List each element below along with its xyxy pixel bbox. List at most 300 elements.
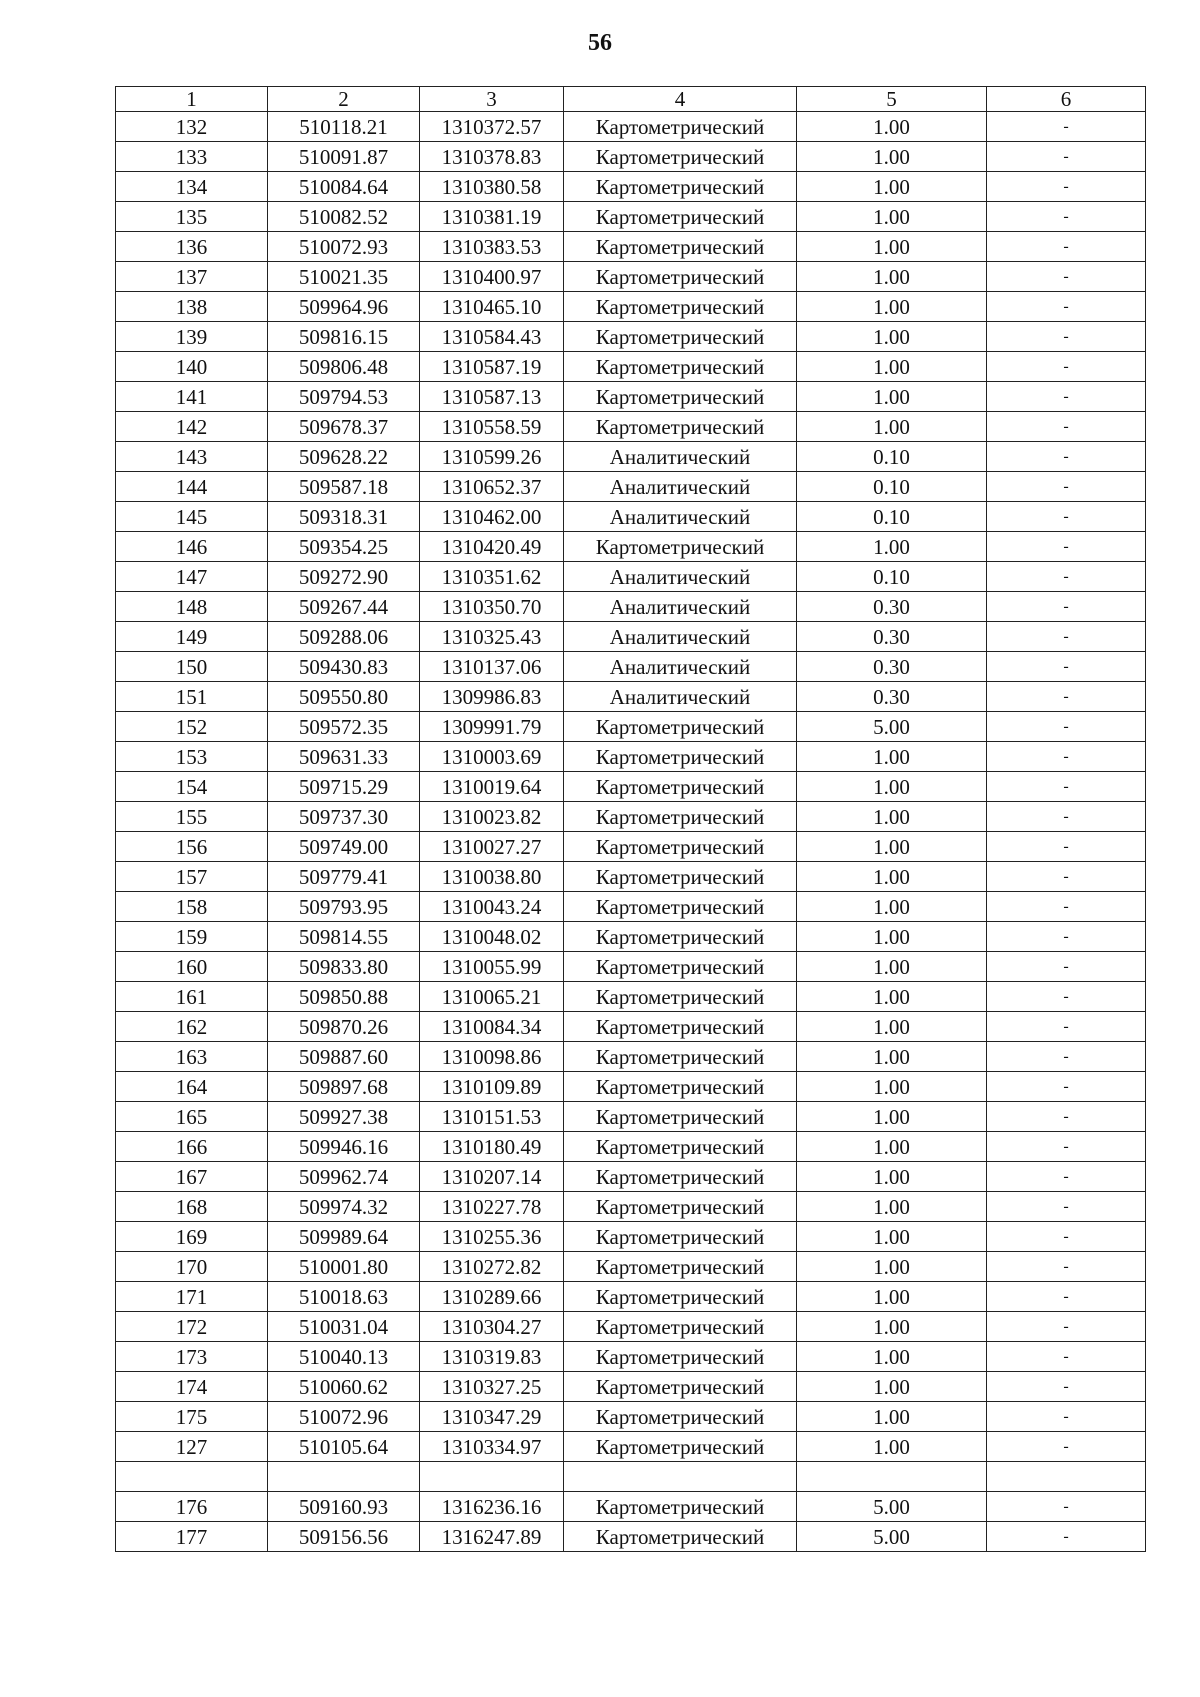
note-cell: - [987,1222,1146,1252]
note-cell: - [987,772,1146,802]
method-cell: Картометрический [564,532,797,562]
table-row [116,562,1146,592]
x-coordinate-cell: 510105.64 [268,1432,420,1462]
table-row [116,322,1146,352]
table-row [116,772,1146,802]
table-row [116,472,1146,502]
accuracy-cell: 0.30 [797,682,987,712]
accuracy-cell: 1.00 [797,952,987,982]
table-row [116,1492,1146,1522]
method-cell: Аналитический [564,562,797,592]
y-coordinate-cell: 1310465.10 [420,292,564,322]
method-cell: Картометрический [564,172,797,202]
point-number-cell: 157 [116,862,268,892]
accuracy-cell: 1.00 [797,1102,987,1132]
table-row [116,502,1146,532]
point-number-cell: 136 [116,232,268,262]
accuracy-cell: 1.00 [797,1192,987,1222]
note-cell: - [987,862,1146,892]
accuracy-cell: 1.00 [797,112,987,142]
y-coordinate-cell: 1310325.43 [420,622,564,652]
column-header-1: 1 [116,87,268,112]
table-row [116,1432,1146,1462]
table-row [116,832,1146,862]
y-coordinate-cell: 1310289.66 [420,1282,564,1312]
method-cell: Картометрический [564,1222,797,1252]
note-cell: - [987,472,1146,502]
note-cell: - [987,382,1146,412]
point-number-cell: 135 [116,202,268,232]
table-row [116,1282,1146,1312]
x-coordinate-cell: 509318.31 [268,502,420,532]
table-row [116,862,1146,892]
method-cell: Картометрический [564,292,797,322]
x-coordinate-cell: 510091.87 [268,142,420,172]
point-number-cell: 167 [116,1162,268,1192]
point-number-cell: 173 [116,1342,268,1372]
point-number-cell: 166 [116,1132,268,1162]
column-header-6: 6 [987,87,1146,112]
x-coordinate-cell: 510072.93 [268,232,420,262]
table-row [116,1132,1146,1162]
y-coordinate-cell: 1310255.36 [420,1222,564,1252]
y-coordinate-cell: 1310587.13 [420,382,564,412]
accuracy-cell: 1.00 [797,1012,987,1042]
x-coordinate-cell: 509160.93 [268,1492,420,1522]
method-cell: Картометрический [564,1072,797,1102]
y-coordinate-cell: 1310023.82 [420,802,564,832]
table-row [116,532,1146,562]
x-coordinate-cell: 509749.00 [268,832,420,862]
accuracy-cell: 1.00 [797,232,987,262]
table-row [116,172,1146,202]
x-coordinate-cell: 509628.22 [268,442,420,472]
y-coordinate-cell: 1310272.82 [420,1252,564,1282]
y-coordinate-cell: 1310558.59 [420,412,564,442]
table-row [116,382,1146,412]
y-coordinate-cell: 1309991.79 [420,712,564,742]
note-cell: - [987,292,1146,322]
method-cell: Картометрический [564,1102,797,1132]
y-coordinate-cell: 1310065.21 [420,982,564,1012]
table-row [116,352,1146,382]
accuracy-cell: 1.00 [797,1222,987,1252]
note-cell: - [987,1432,1146,1462]
point-number-cell: 168 [116,1192,268,1222]
note-cell: - [987,1372,1146,1402]
accuracy-cell: 1.00 [797,832,987,862]
point-number-cell: 161 [116,982,268,1012]
note-cell [987,1462,1146,1492]
accuracy-cell [797,1462,987,1492]
y-coordinate-cell: 1310109.89 [420,1072,564,1102]
point-number-cell: 144 [116,472,268,502]
x-coordinate-cell: 509572.35 [268,712,420,742]
y-coordinate-cell: 1310584.43 [420,322,564,352]
table-row [116,1042,1146,1072]
method-cell: Аналитический [564,622,797,652]
y-coordinate-cell: 1310599.26 [420,442,564,472]
note-cell: - [987,622,1146,652]
note-cell: - [987,922,1146,952]
table-row [116,1312,1146,1342]
y-coordinate-cell: 1310351.62 [420,562,564,592]
x-coordinate-cell: 509631.33 [268,742,420,772]
note-cell: - [987,1042,1146,1072]
table-row [116,142,1146,172]
column-header-2: 2 [268,87,420,112]
point-number-cell: 134 [116,172,268,202]
note-cell: - [987,1192,1146,1222]
x-coordinate-cell: 509946.16 [268,1132,420,1162]
method-cell: Картометрический [564,382,797,412]
y-coordinate-cell: 1310048.02 [420,922,564,952]
x-coordinate-cell: 509715.29 [268,772,420,802]
point-number-cell: 139 [116,322,268,352]
method-cell: Картометрический [564,832,797,862]
x-coordinate-cell: 510018.63 [268,1282,420,1312]
y-coordinate-cell: 1310055.99 [420,952,564,982]
method-cell: Картометрический [564,262,797,292]
x-coordinate-cell: 510060.62 [268,1372,420,1402]
note-cell: - [987,1522,1146,1552]
y-coordinate-cell [420,1462,564,1492]
accuracy-cell: 1.00 [797,1312,987,1342]
point-number-cell: 175 [116,1402,268,1432]
y-coordinate-cell: 1310372.57 [420,112,564,142]
x-coordinate-cell: 510040.13 [268,1342,420,1372]
table-row [116,1012,1146,1042]
method-cell: Картометрический [564,922,797,952]
note-cell: - [987,202,1146,232]
x-coordinate-cell: 510021.35 [268,262,420,292]
x-coordinate-cell: 509833.80 [268,952,420,982]
x-coordinate-cell: 510118.21 [268,112,420,142]
table-row [116,1222,1146,1252]
accuracy-cell: 0.30 [797,652,987,682]
table-row [116,1402,1146,1432]
y-coordinate-cell: 1310227.78 [420,1192,564,1222]
y-coordinate-cell: 1310383.53 [420,232,564,262]
coordinates-table [115,86,1146,1552]
y-coordinate-cell: 1310098.86 [420,1042,564,1072]
table-row [116,292,1146,322]
note-cell: - [987,1252,1146,1282]
y-coordinate-cell: 1309986.83 [420,682,564,712]
note-cell: - [987,802,1146,832]
point-number-cell: 159 [116,922,268,952]
method-cell: Картометрический [564,712,797,742]
accuracy-cell: 1.00 [797,352,987,382]
accuracy-cell: 1.00 [797,1402,987,1432]
y-coordinate-cell: 1310400.97 [420,262,564,292]
table-row [116,712,1146,742]
accuracy-cell: 1.00 [797,922,987,952]
accuracy-cell: 1.00 [797,982,987,1012]
accuracy-cell: 1.00 [797,382,987,412]
x-coordinate-cell: 509354.25 [268,532,420,562]
x-coordinate-cell: 509897.68 [268,1072,420,1102]
y-coordinate-cell: 1310038.80 [420,862,564,892]
accuracy-cell: 1.00 [797,892,987,922]
table-row [116,1162,1146,1192]
accuracy-cell: 1.00 [797,262,987,292]
y-coordinate-cell: 1310207.14 [420,1162,564,1192]
table-row [116,1072,1146,1102]
x-coordinate-cell: 509779.41 [268,862,420,892]
note-cell: - [987,232,1146,262]
table-row [116,202,1146,232]
note-cell: - [987,142,1146,172]
x-coordinate-cell: 510031.04 [268,1312,420,1342]
x-coordinate-cell: 509288.06 [268,622,420,652]
accuracy-cell: 1.00 [797,1282,987,1312]
y-coordinate-cell: 1310327.25 [420,1372,564,1402]
method-cell: Картометрический [564,1162,797,1192]
point-number-cell: 156 [116,832,268,862]
accuracy-cell: 1.00 [797,742,987,772]
y-coordinate-cell: 1310137.06 [420,652,564,682]
y-coordinate-cell: 1310084.34 [420,1012,564,1042]
method-cell: Картометрический [564,1372,797,1402]
note-cell: - [987,832,1146,862]
y-coordinate-cell: 1310019.64 [420,772,564,802]
table-row [116,1102,1146,1132]
accuracy-cell: 1.00 [797,802,987,832]
note-cell: - [987,982,1146,1012]
accuracy-cell: 1.00 [797,322,987,352]
x-coordinate-cell: 509850.88 [268,982,420,1012]
note-cell: - [987,1012,1146,1042]
accuracy-cell: 1.00 [797,412,987,442]
accuracy-cell: 1.00 [797,862,987,892]
accuracy-cell: 5.00 [797,1522,987,1552]
x-coordinate-cell: 509794.53 [268,382,420,412]
x-coordinate-cell: 509974.32 [268,1192,420,1222]
y-coordinate-cell: 1310347.29 [420,1402,564,1432]
method-cell: Картометрический [564,1042,797,1072]
accuracy-cell: 1.00 [797,532,987,562]
method-cell: Аналитический [564,472,797,502]
point-number-cell: 177 [116,1522,268,1552]
y-coordinate-cell: 1310180.49 [420,1132,564,1162]
y-coordinate-cell: 1310462.00 [420,502,564,532]
column-header-4: 4 [564,87,797,112]
note-cell: - [987,1282,1146,1312]
x-coordinate-cell: 509587.18 [268,472,420,502]
table-row [116,742,1146,772]
x-coordinate-cell: 510082.52 [268,202,420,232]
method-cell: Картометрический [564,412,797,442]
note-cell: - [987,442,1146,472]
method-cell: Картометрический [564,1192,797,1222]
accuracy-cell: 0.30 [797,592,987,622]
accuracy-cell: 1.00 [797,1372,987,1402]
note-cell: - [987,1342,1146,1372]
point-number-cell: 155 [116,802,268,832]
point-number-cell: 153 [116,742,268,772]
accuracy-cell: 1.00 [797,1072,987,1102]
y-coordinate-cell: 1310043.24 [420,892,564,922]
note-cell: - [987,1132,1146,1162]
table-row [116,802,1146,832]
y-coordinate-cell: 1310652.37 [420,472,564,502]
method-cell: Картометрический [564,112,797,142]
y-coordinate-cell: 1310350.70 [420,592,564,622]
point-number-cell: 143 [116,442,268,472]
x-coordinate-cell: 509887.60 [268,1042,420,1072]
point-number-cell: 158 [116,892,268,922]
method-cell: Картометрический [564,232,797,262]
note-cell: - [987,322,1146,352]
accuracy-cell: 0.10 [797,472,987,502]
x-coordinate-cell: 509870.26 [268,1012,420,1042]
y-coordinate-cell: 1310587.19 [420,352,564,382]
method-cell: Картометрический [564,1402,797,1432]
method-cell: Картометрический [564,1522,797,1552]
table-row [116,412,1146,442]
point-number-cell: 146 [116,532,268,562]
note-cell: - [987,592,1146,622]
note-cell: - [987,112,1146,142]
note-cell: - [987,892,1146,922]
y-coordinate-cell: 1316236.16 [420,1492,564,1522]
method-cell: Аналитический [564,682,797,712]
table-row [116,232,1146,262]
accuracy-cell: 1.00 [797,202,987,232]
y-coordinate-cell: 1310378.83 [420,142,564,172]
method-cell: Картометрический [564,772,797,802]
x-coordinate-cell: 509816.15 [268,322,420,352]
point-number-cell: 138 [116,292,268,322]
method-cell: Аналитический [564,502,797,532]
accuracy-cell: 0.10 [797,562,987,592]
point-number-cell: 133 [116,142,268,172]
note-cell: - [987,1072,1146,1102]
x-coordinate-cell: 509989.64 [268,1222,420,1252]
table-row [116,112,1146,142]
point-number-cell: 140 [116,352,268,382]
method-cell: Картометрический [564,1132,797,1162]
x-coordinate-cell: 509962.74 [268,1162,420,1192]
table-row [116,442,1146,472]
method-cell: Аналитический [564,442,797,472]
table-row [116,922,1146,952]
note-cell: - [987,562,1146,592]
x-coordinate-cell: 509793.95 [268,892,420,922]
y-coordinate-cell: 1316247.89 [420,1522,564,1552]
x-coordinate-cell: 509430.83 [268,652,420,682]
note-cell: - [987,1492,1146,1522]
method-cell: Картометрический [564,1282,797,1312]
y-coordinate-cell: 1310381.19 [420,202,564,232]
point-number-cell: 170 [116,1252,268,1282]
method-cell: Картометрический [564,1252,797,1282]
table-row [116,1342,1146,1372]
accuracy-cell: 5.00 [797,712,987,742]
x-coordinate-cell: 509156.56 [268,1522,420,1552]
method-cell [564,1462,797,1492]
method-cell: Картометрический [564,142,797,172]
point-number-cell: 148 [116,592,268,622]
method-cell: Картометрический [564,952,797,982]
method-cell: Аналитический [564,592,797,622]
accuracy-cell: 1.00 [797,772,987,802]
x-coordinate-cell: 509550.80 [268,682,420,712]
note-cell: - [987,1312,1146,1342]
note-cell: - [987,502,1146,532]
note-cell: - [987,742,1146,772]
point-number-cell: 165 [116,1102,268,1132]
point-number-cell: 160 [116,952,268,982]
x-coordinate-cell: 509272.90 [268,562,420,592]
method-cell: Картометрический [564,1432,797,1462]
accuracy-cell: 1.00 [797,1162,987,1192]
column-header-3: 3 [420,87,564,112]
x-coordinate-cell: 510001.80 [268,1252,420,1282]
table-body [116,112,1146,1552]
point-number-cell: 141 [116,382,268,412]
accuracy-cell: 0.10 [797,502,987,532]
accuracy-cell: 1.00 [797,142,987,172]
point-number-cell: 132 [116,112,268,142]
point-number-cell [116,1462,268,1492]
table-row [116,622,1146,652]
table-row [116,1252,1146,1282]
method-cell: Картометрический [564,352,797,382]
point-number-cell: 164 [116,1072,268,1102]
table-row [116,592,1146,622]
y-coordinate-cell: 1310151.53 [420,1102,564,1132]
accuracy-cell: 0.10 [797,442,987,472]
note-cell: - [987,1402,1146,1432]
point-number-cell: 137 [116,262,268,292]
method-cell: Картометрический [564,1342,797,1372]
note-cell: - [987,532,1146,562]
accuracy-cell: 1.00 [797,1252,987,1282]
table-row [116,892,1146,922]
table-row [116,262,1146,292]
accuracy-cell: 1.00 [797,172,987,202]
accuracy-cell: 0.30 [797,622,987,652]
note-cell: - [987,652,1146,682]
point-number-cell: 151 [116,682,268,712]
page-number: 56 [588,30,612,56]
point-number-cell: 150 [116,652,268,682]
x-coordinate-cell: 509964.96 [268,292,420,322]
point-number-cell: 149 [116,622,268,652]
point-number-cell: 174 [116,1372,268,1402]
method-cell: Картометрический [564,742,797,772]
note-cell: - [987,262,1146,292]
y-coordinate-cell: 1310420.49 [420,532,564,562]
table-row [116,652,1146,682]
point-number-cell: 127 [116,1432,268,1462]
accuracy-cell: 1.00 [797,1132,987,1162]
method-cell: Аналитический [564,652,797,682]
point-number-cell: 172 [116,1312,268,1342]
point-number-cell: 169 [116,1222,268,1252]
table-row [116,952,1146,982]
x-coordinate-cell: 509737.30 [268,802,420,832]
y-coordinate-cell: 1310380.58 [420,172,564,202]
table-row [116,1462,1146,1492]
note-cell: - [987,1162,1146,1192]
x-coordinate-cell: 510072.96 [268,1402,420,1432]
accuracy-cell: 5.00 [797,1492,987,1522]
accuracy-cell: 1.00 [797,1342,987,1372]
table-row [116,1192,1146,1222]
